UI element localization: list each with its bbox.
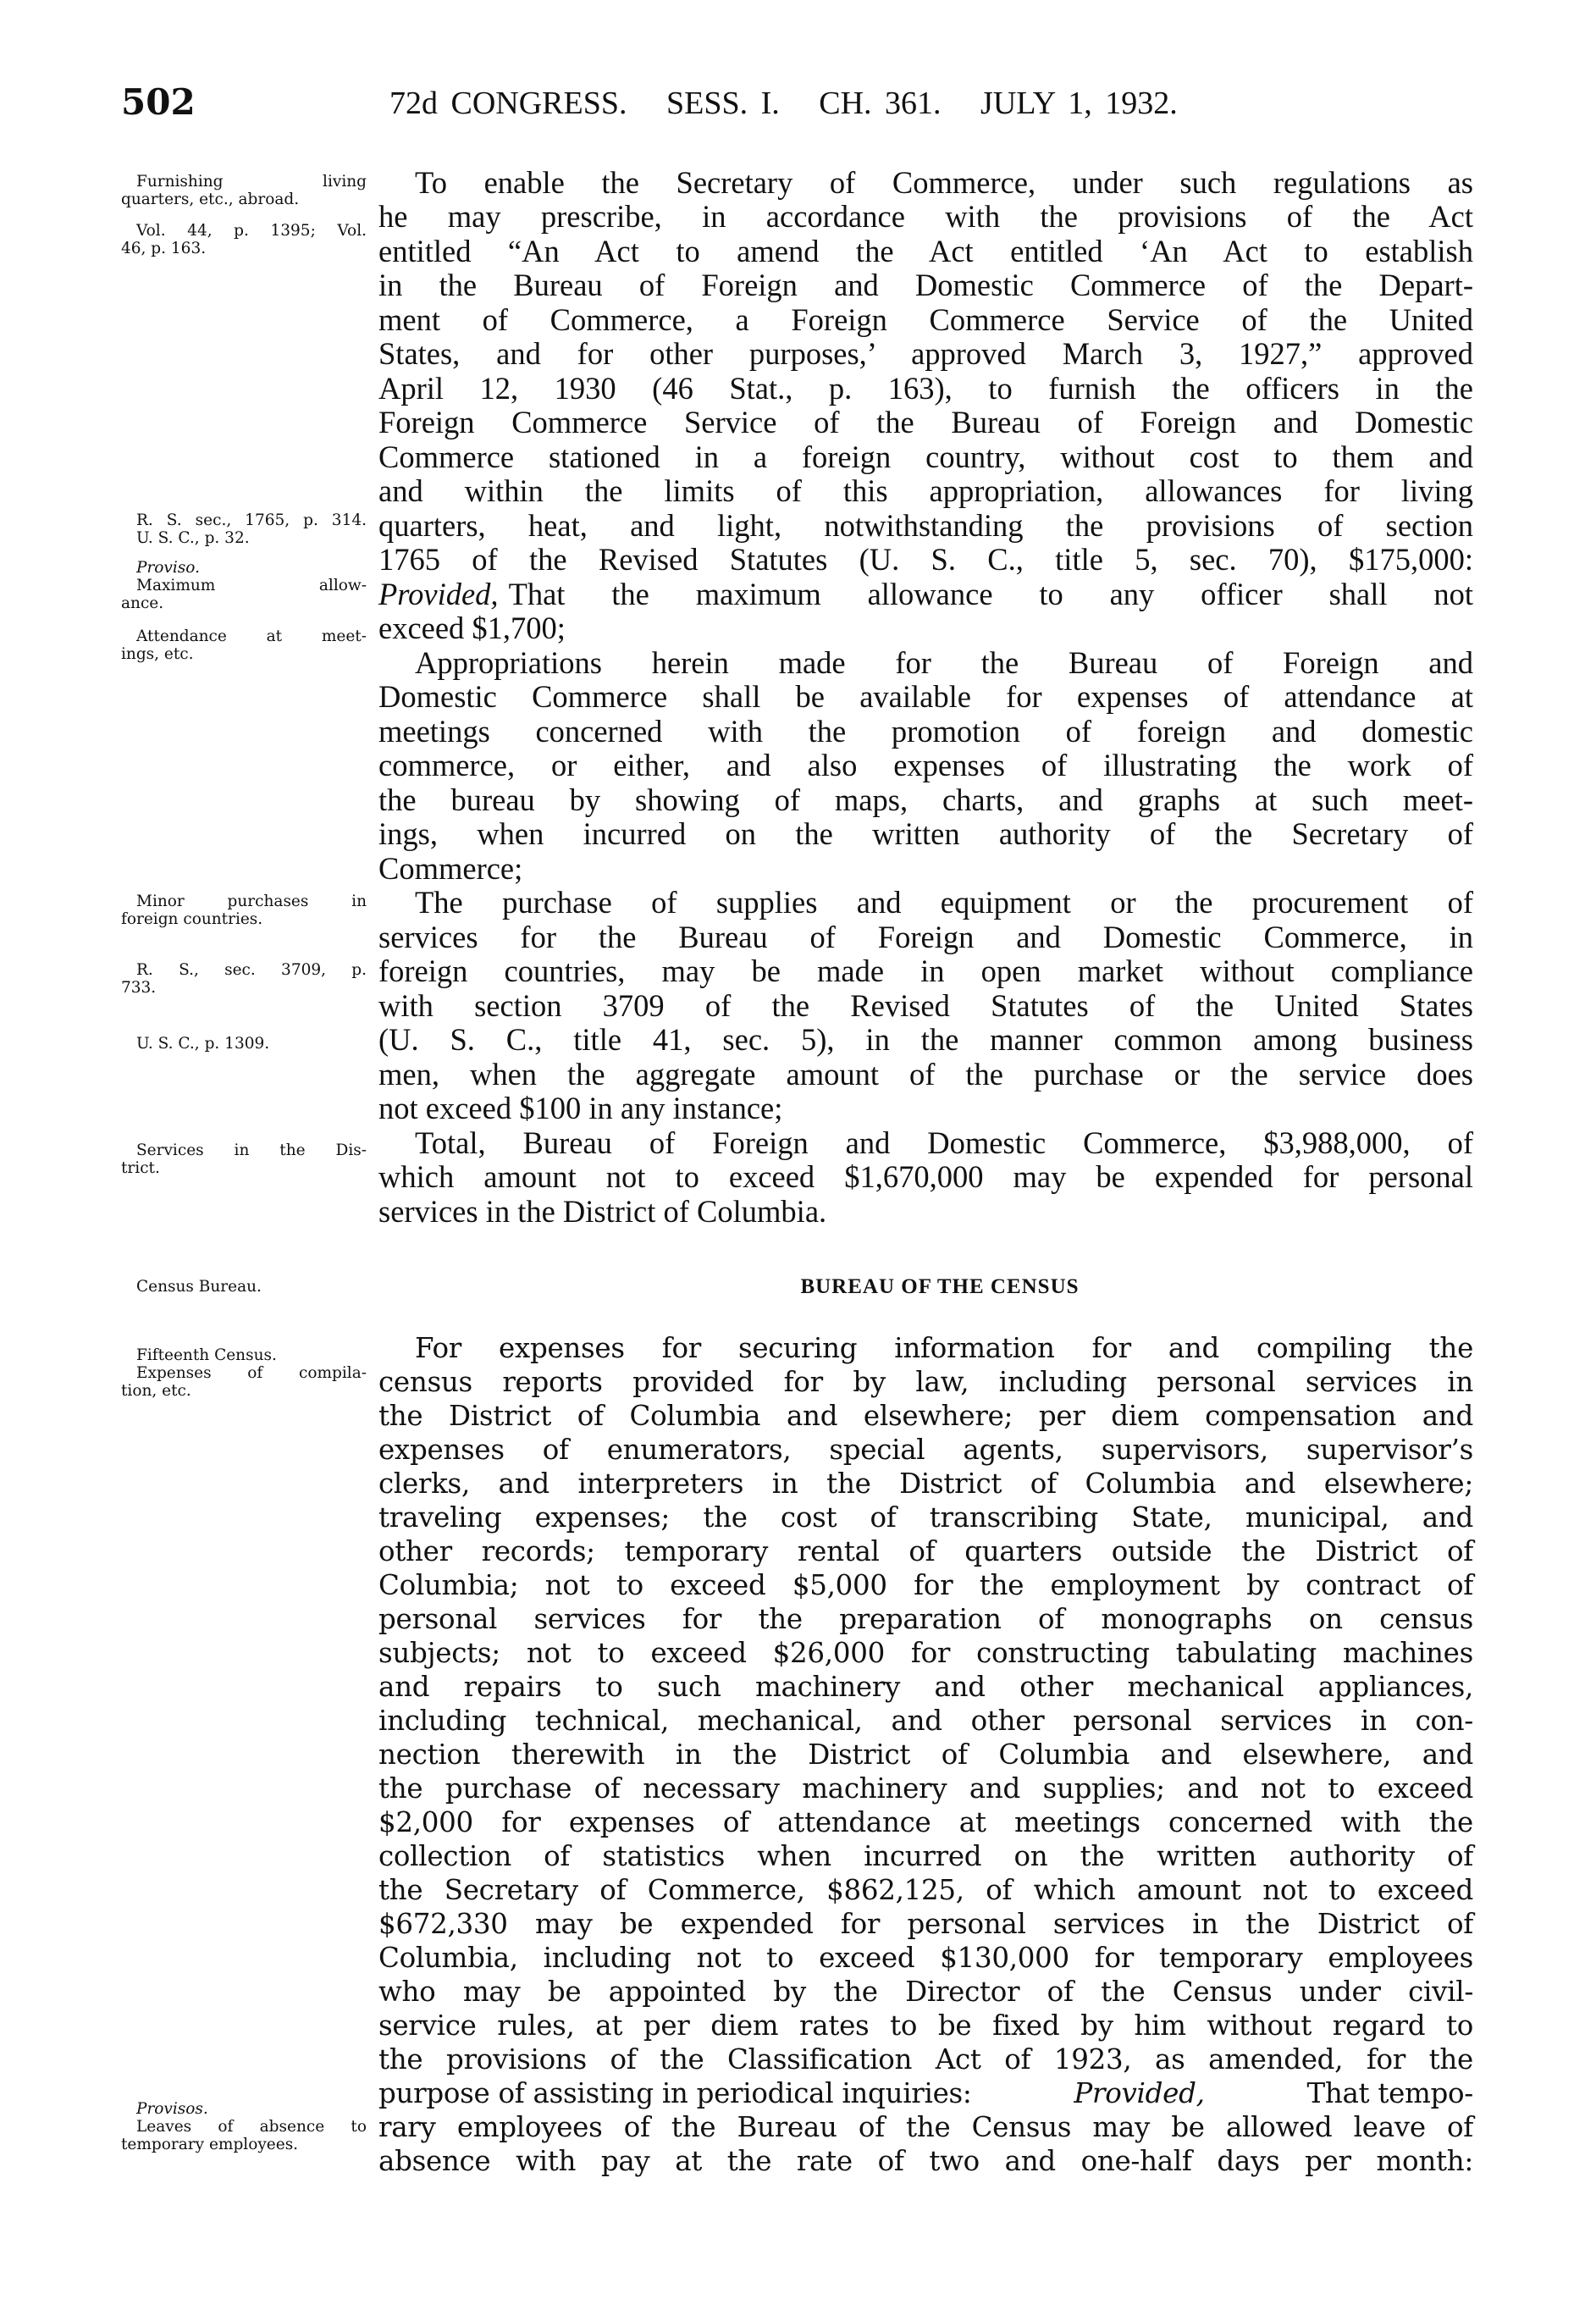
text-line: Commerce; xyxy=(378,851,523,886)
text-line: $672,330 may be expended for personal services in the District of xyxy=(378,1908,1473,1940)
text-line: foreign countries, may be made in open market without compliance xyxy=(378,953,1473,988)
text-line: exceed $1,700; xyxy=(378,611,566,645)
margin-note-line: ance. xyxy=(121,594,164,612)
text-line: ment of Commerce, a Foreign Commerce Service of the United xyxy=(378,302,1473,337)
text-line: The purchase of supplies and equipment or the procurement of xyxy=(415,885,1473,920)
running-head: 72d CONGRESS. SESS. I. CH. 361. JULY 1, 1932. xyxy=(389,86,1178,121)
margin-note-usc-1309 xyxy=(121,1035,367,1053)
margin-note-line: R. S., sec. 3709, p. xyxy=(136,961,367,979)
page-number: 502 xyxy=(121,81,196,123)
text-line: commerce, or either, and also expenses of illustrating the work of xyxy=(378,748,1473,782)
text-line: entitled “An Act to amend the Act entitled ‘An Act to establish xyxy=(378,234,1473,268)
margin-note-line: U. S. C., p. 32. xyxy=(136,529,250,547)
margin-note-census-bureau xyxy=(121,1278,367,1296)
text-line: rary employees of the Bureau of the Census may be allowed leave of xyxy=(378,2111,1473,2143)
text-line: who may be appointed by the Director of the Census under civil- xyxy=(378,1976,1473,2008)
text-line: meetings concerned with the promotion of foreign and domestic xyxy=(378,714,1473,749)
text-line: men, when the aggregate amount of the purchase or the service does xyxy=(378,1057,1473,1092)
text-line: other records; temporary rental of quarters outside the District of xyxy=(378,1535,1473,1567)
text-line: expenses of enumerators, special agents, supervisors, supervisor’s xyxy=(378,1434,1473,1466)
margin-note-provisos-leave xyxy=(121,2100,367,2153)
margin-note-line: Attendance at meet- xyxy=(136,627,367,645)
text-line: Foreign Commerce Service of the Bureau of Foreign and Domestic xyxy=(378,405,1473,439)
text-line: nection therewith in the District of Columbia and elsewhere, and xyxy=(378,1738,1473,1771)
text-line: services in the District of Columbia. xyxy=(378,1194,827,1229)
margin-note-line: temporary employees. xyxy=(121,2136,299,2153)
text-line: Domestic Commerce shall be available for expenses of attendance at xyxy=(378,679,1473,714)
margin-note-line: 46, p. 163. xyxy=(121,240,207,257)
margin-note-furnishing xyxy=(121,173,367,208)
text-line: collection of statistics when incurred on the written authority of xyxy=(378,1840,1473,1872)
text-line: Commerce stationed in a foreign country, without cost to them and xyxy=(378,439,1473,474)
margin-note-line: Minor purchases in xyxy=(136,893,367,910)
margin-note-line: Services in the Dis- xyxy=(136,1141,367,1159)
margin-note-line: trict. xyxy=(121,1159,160,1177)
text-line: the bureau by showing of maps, charts, and graphs at such meet- xyxy=(378,782,1473,817)
text-line: For expenses for securing information for and compiling the xyxy=(415,1332,1473,1364)
text-line-end: That tempo- xyxy=(1306,2077,1473,2109)
proviso-italic: Provided, xyxy=(378,577,499,611)
margin-note-line: tion, etc. xyxy=(121,1382,191,1400)
text-line: absence with pay at the rate of two and one-half days per month: xyxy=(378,2145,1473,2177)
text-line: the Secretary of Commerce, $862,125, of which amount not to exceed xyxy=(378,1874,1473,1906)
text-line: including technical, mechanical, and other personal services in con- xyxy=(378,1705,1473,1737)
text-line: and within the limits of this appropriation, allowances for living xyxy=(378,473,1473,508)
text-line: service rules, at per diem rates to be fixed by him without regard to xyxy=(378,2009,1473,2042)
margin-note-line: Maximum allow- xyxy=(136,577,367,594)
margin-note-attendance xyxy=(121,627,367,663)
margin-note-rs-1765 xyxy=(121,511,367,547)
proviso-italic: Provided, xyxy=(1074,2077,1205,2109)
text-line: census reports provided for by law, including personal services in xyxy=(378,1366,1473,1398)
section-heading: BUREAU OF THE CENSUS xyxy=(800,1275,1080,1298)
text-line: with section 3709 of the Revised Statutes of the United States xyxy=(378,988,1473,1023)
margin-note-line: 733. xyxy=(121,979,157,997)
text-line: not exceed $100 in any instance; xyxy=(378,1091,783,1125)
text-line: (U. S. C., title 41, sec. 5), in the manner common among business xyxy=(378,1022,1473,1057)
margin-note-line: Census Bureau. xyxy=(136,1278,262,1296)
margin-note-line: Provisos. xyxy=(136,2100,208,2118)
text-line: quarters, heat, and light, notwithstanding the provisions of section xyxy=(378,508,1473,543)
text-line: traveling expenses; the cost of transcribing State, municipal, and xyxy=(378,1501,1473,1534)
text-line-start: purpose of assisting in periodical inquiries: xyxy=(378,2077,972,2109)
text-line-rest: That the maximum allowance to any officer shall not xyxy=(508,577,1473,611)
text-line: To enable the Secretary of Commerce, under such regulations as xyxy=(415,165,1473,200)
text-line: the provisions of the Classification Act of 1923, as amended, for the xyxy=(378,2043,1473,2076)
text-line: subjects; not to exceed $26,000 for constructing tabulating machines xyxy=(378,1637,1473,1669)
text-line: clerks, and interpreters in the District of Columbia and elsewhere; xyxy=(378,1468,1473,1500)
margin-note-rs-3709 xyxy=(121,961,367,997)
margin-note-line: quarters, etc., abroad. xyxy=(121,191,300,208)
text-line: April 12, 1930 (46 Stat., p. 163), to furnish the officers in the xyxy=(378,371,1473,406)
text-line: Columbia, including not to exceed $130,000 for temporary employees xyxy=(378,1942,1473,1974)
margin-note-line: Proviso. xyxy=(136,559,200,577)
margin-note-services-district xyxy=(121,1141,367,1177)
text-line: Appropriations herein made for the Bureau of Foreign and xyxy=(415,645,1473,680)
text-line: which amount not to exceed $1,670,000 may be expended for personal xyxy=(378,1159,1473,1194)
margin-note-line: Expenses of compila- xyxy=(136,1364,367,1382)
margin-note-line: U. S. C., p. 1309. xyxy=(136,1035,270,1053)
text-line: personal services for the preparation of monographs on census xyxy=(378,1603,1473,1635)
text-line-proviso xyxy=(378,578,1473,611)
text-line: the purchase of necessary machinery and supplies; and not to exceed xyxy=(378,1772,1473,1805)
text-line: $2,000 for expenses of attendance at meetings concerned with the xyxy=(378,1806,1473,1838)
text-line: Total, Bureau of Foreign and Domestic Commerce, $3,988,000, of xyxy=(415,1125,1473,1160)
text-line: Columbia; not to exceed $5,000 for the employment by contract of xyxy=(378,1569,1473,1601)
margin-note-line: Leaves of absence to xyxy=(136,2118,367,2136)
margin-note-minor-purchases xyxy=(121,893,367,928)
text-line: services for the Bureau of Foreign and Domestic Commerce, in xyxy=(378,920,1473,954)
text-line: in the Bureau of Foreign and Domestic Commerce of the Depart- xyxy=(378,268,1473,302)
text-line: ings, when incurred on the written authority of the Secretary of xyxy=(378,816,1473,851)
margin-note-line: Fifteenth Census. xyxy=(136,1346,277,1364)
margin-note-line: foreign countries. xyxy=(121,910,263,928)
margin-note-line: Vol. 44, p. 1395; Vol. xyxy=(136,222,367,240)
margin-note-proviso-maximum xyxy=(121,559,367,612)
text-line-proviso xyxy=(378,2076,1473,2110)
margin-note-citation-vol xyxy=(121,222,367,257)
text-line: 1765 of the Revised Statutes (U. S. C., title 5, sec. 70), $175,000: xyxy=(378,542,1473,577)
text-line: States, and for other purposes,’ approved March 3, 1927,” approved xyxy=(378,336,1473,371)
text-line: he may prescribe, in accordance with the provisions of the Act xyxy=(378,199,1473,234)
margin-note-line: Furnishing living xyxy=(136,173,367,191)
text-line: and repairs to such machinery and other mechanical appliances, xyxy=(378,1671,1473,1703)
text-line: the District of Columbia and elsewhere; per diem compensation and xyxy=(378,1400,1473,1432)
margin-note-line: ings, etc. xyxy=(121,645,194,663)
margin-note-line: R. S. sec., 1765, p. 314. xyxy=(136,511,367,529)
margin-note-fifteenth-census xyxy=(121,1346,367,1400)
